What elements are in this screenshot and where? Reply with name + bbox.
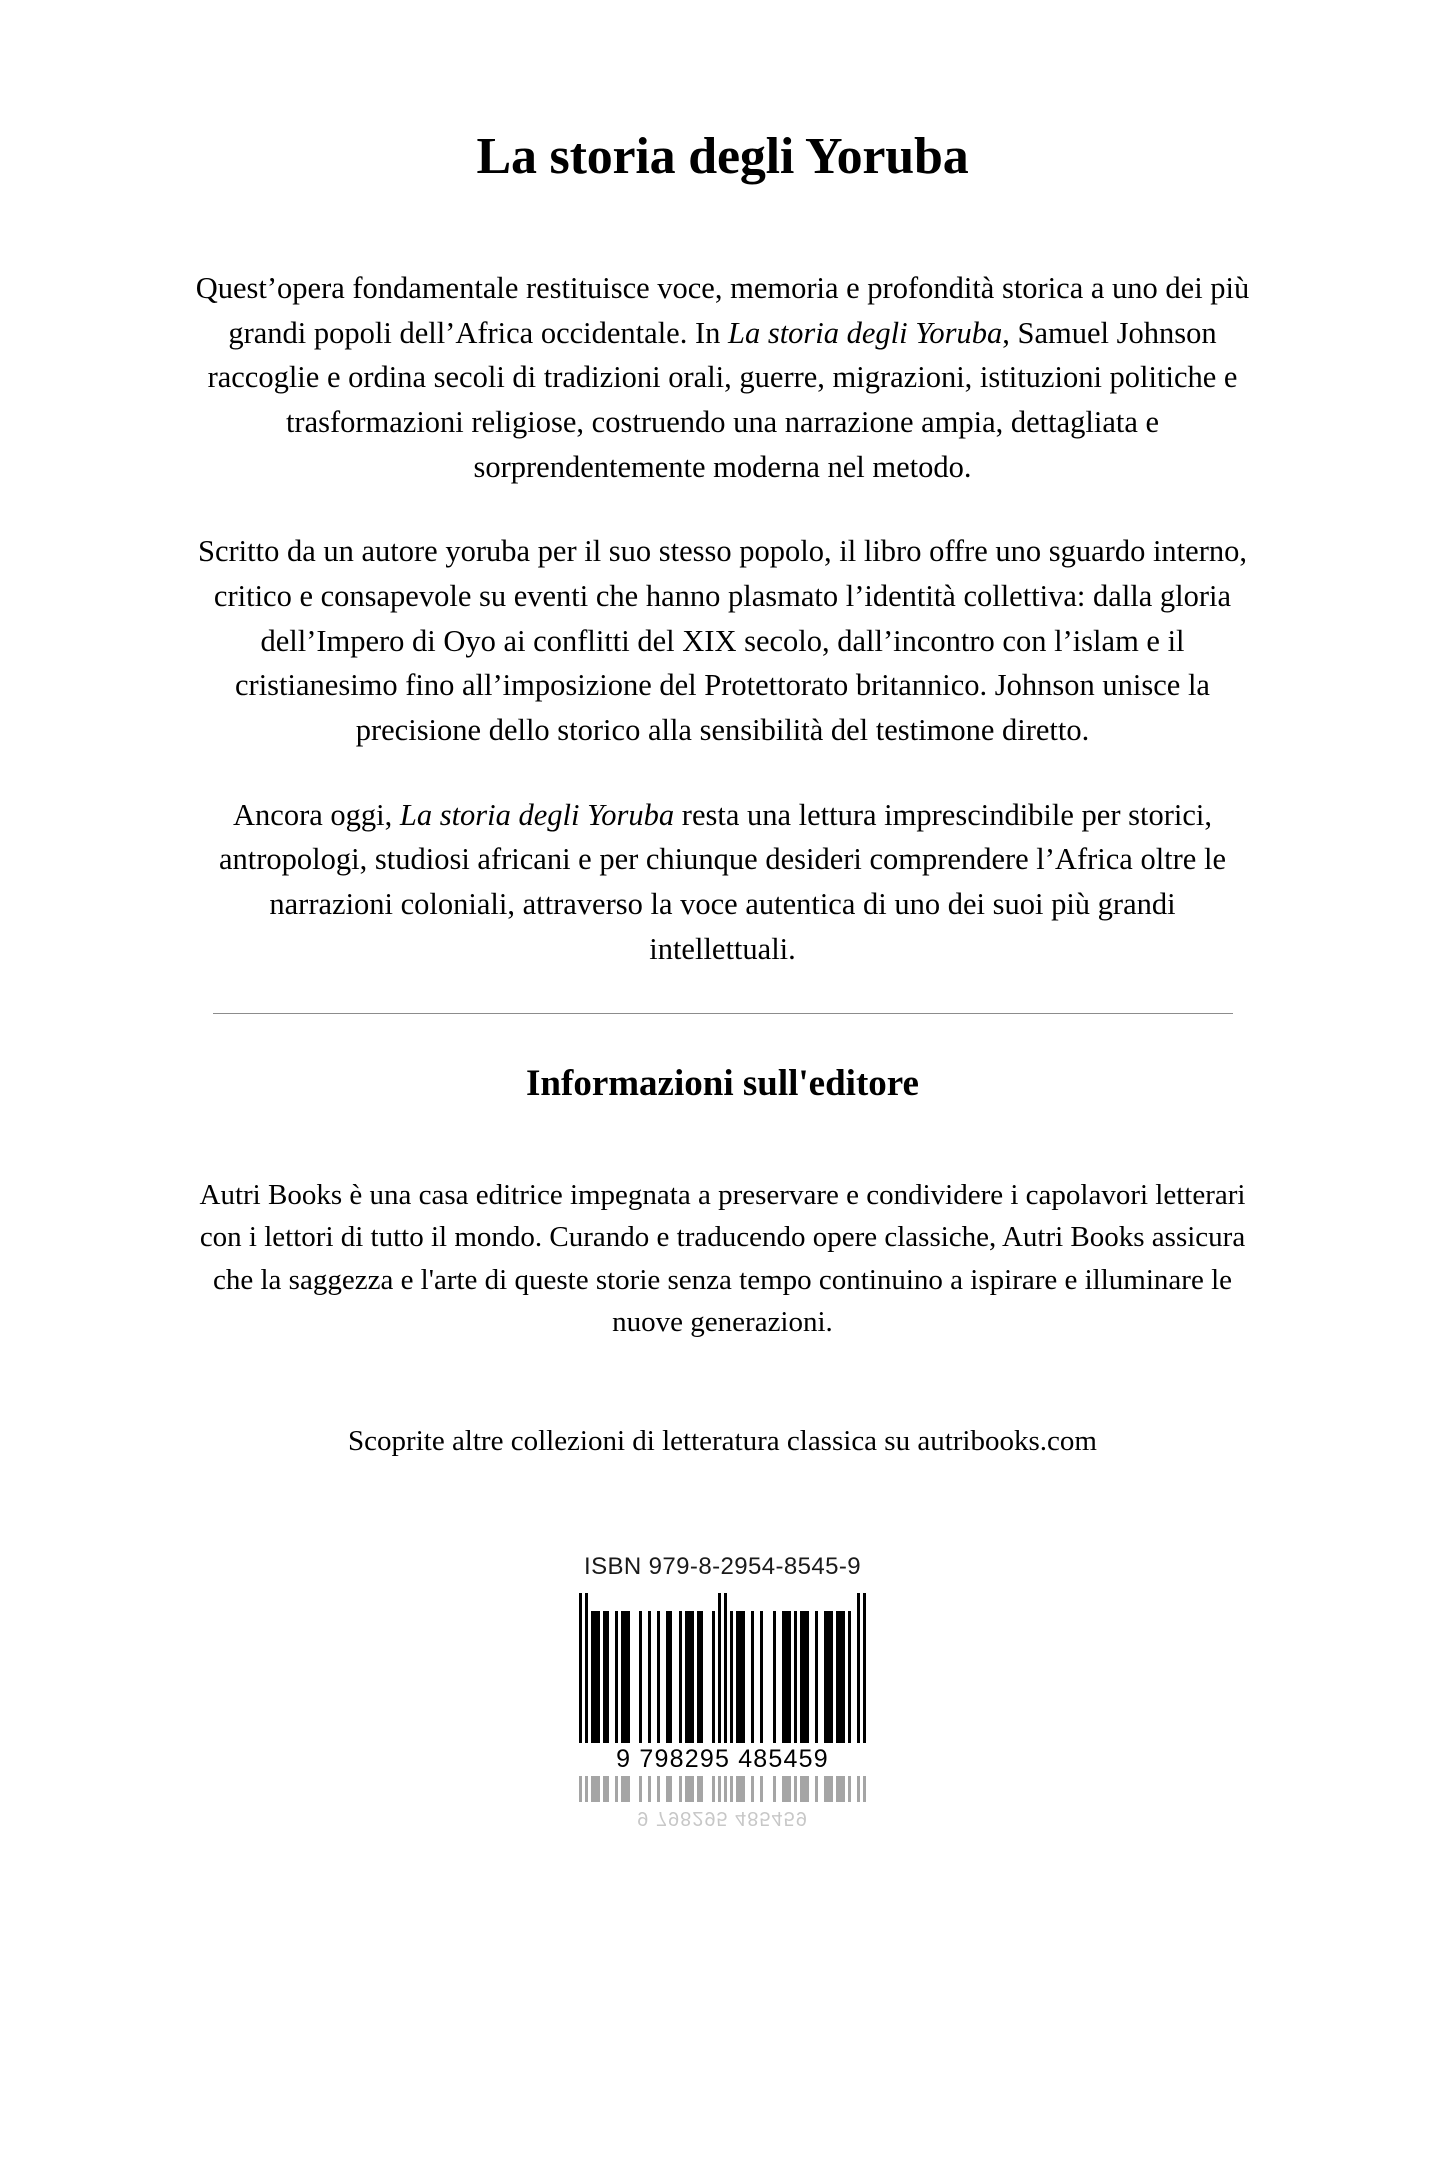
page-title: La storia degli Yoruba bbox=[476, 128, 969, 185]
barcode bbox=[579, 1593, 867, 1829]
blurb-p3-text-a: Ancora oggi, bbox=[233, 797, 400, 832]
blurb-paragraph-1 bbox=[193, 266, 1253, 489]
isbn-block bbox=[579, 1553, 867, 1829]
blurb-p1-text-a: Quest’opera fondamentale restituisce voce, memoria e profondità storica a uno dei più grandi popoli dell’Africa occidentale. In bbox=[195, 271, 1250, 350]
barcode-bars bbox=[579, 1593, 867, 1743]
section-divider bbox=[213, 1013, 1233, 1014]
blurb-p3-italic-title: La storia degli Yoruba bbox=[399, 797, 675, 832]
blurb-p1-italic-title: La storia degli Yoruba bbox=[728, 315, 1003, 350]
blurb-paragraph-3 bbox=[193, 793, 1253, 972]
blurb-p1-text-b: , Samuel Johnson raccoglie e ordina secoli di tradizioni orali, guerre, migrazioni, istituzioni politiche e trasformazioni religiose, costruendo una narrazione ampia, dettagliata e sorprendentemente moderna nel metodo. bbox=[207, 315, 1238, 484]
isbn-label: ISBN 979-8-2954-8545-9 bbox=[584, 1553, 861, 1581]
publisher-heading: Informazioni sull'editore bbox=[526, 1063, 919, 1105]
barcode-digits: 9 798295 485459 bbox=[616, 1745, 829, 1774]
publisher-website-line: Scoprite altre collezioni di letteratura classica su autribooks.com bbox=[348, 1425, 1097, 1458]
blurb-paragraph-2: Scritto da un autore yoruba per il suo stesso popolo, il libro offre uno sguardo interno, critico e consapevole su eventi che hanno plasmato l’identità collettiva: dalla gloria dell’Impero di Oyo ai conflitti del XIX secolo, dall’incontro con l’islam e il cristianesimo fino all’imposizione del Protettorato britannico. Johnson unisce la precisione dello storico alla sensibilità del testimone diretto. bbox=[198, 534, 1247, 748]
publisher-description: Autri Books è una casa editrice impegnata a preservare e condividere i capolavori letterari con i lettori di tutto il mondo. Curando e traducendo opere classiche, Autri Books assicura che la saggezza e l'arte di queste storie senza tempo continuino a ispirare e illuminare le nuove generazioni. bbox=[199, 1179, 1246, 1339]
blurb-p3-text-b: resta una lettura imprescindibile per storici, antropologi, studiosi africani e per chiunque desideri comprendere l’Africa oltre le narrazioni coloniali, attraverso la voce autentica di uno dei suoi più grandi intellettuali. bbox=[219, 797, 1226, 966]
blurb-section bbox=[193, 266, 1253, 971]
barcode-ghost-digits: 9 798295 485459 bbox=[637, 1807, 808, 1830]
barcode-ghost-bars bbox=[579, 1776, 867, 1802]
